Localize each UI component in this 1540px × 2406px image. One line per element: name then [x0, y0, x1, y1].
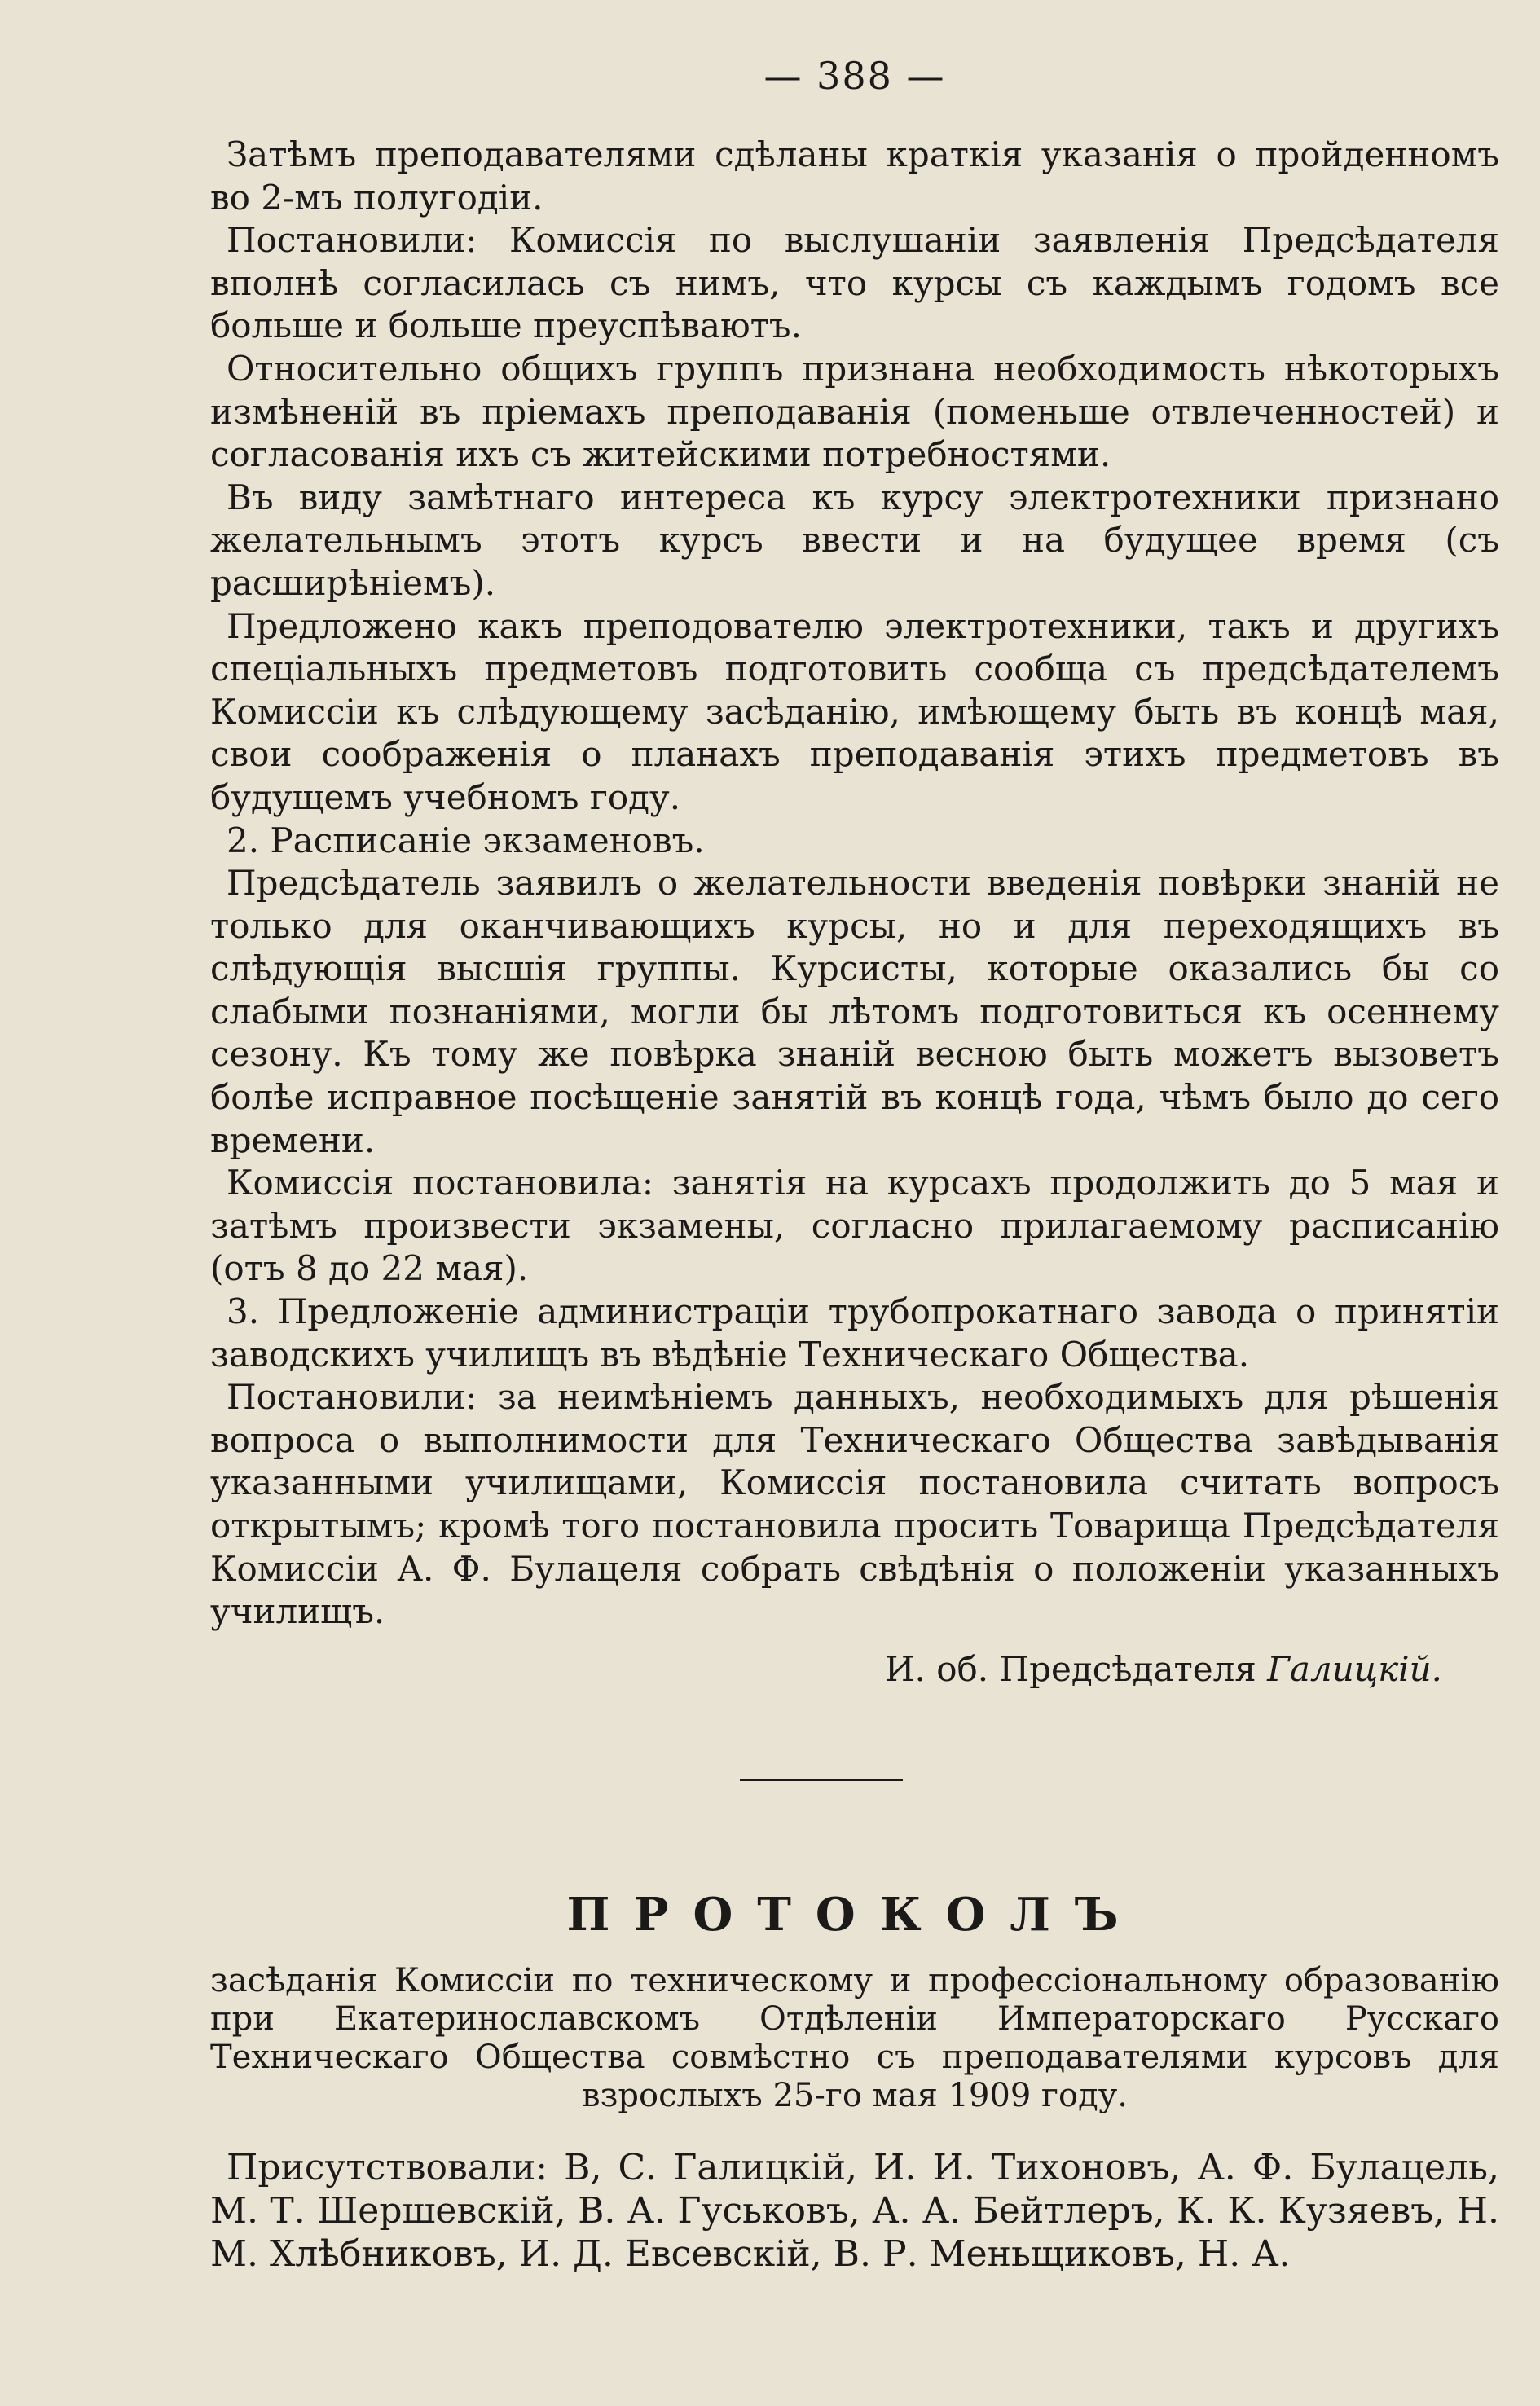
paragraph: Затѣмъ преподавателями сдѣланы краткія указанія о пройденномъ во 2-мъ полугодіи.	[210, 134, 1499, 218]
section-heading: 2. Расписаніе экзаменовъ.	[227, 820, 705, 860]
page-number: — 388 —	[763, 54, 946, 98]
paragraph: Въ виду замѣтнаго интереса къ курсу электротехники признано желательнымъ этотъ курсъ ввести и на будущее время (съ расширѣніемъ).	[210, 477, 1499, 603]
section-heading: 3. Предложеніе администраціи трубопрокатнаго завода о принятіи заводскихъ училищъ въ вѣдѣніе Техническаго Общества.	[210, 1291, 1499, 1375]
paragraph: Постановили: Комиссія по выслушаніи заявленія Предсѣдателя вполнѣ согласилась съ нимъ, что курсы съ каждымъ годомъ все больше и больше преуспѣваютъ.	[210, 220, 1499, 346]
protocol-heading: ПРОТОКОЛЪ	[566, 1888, 1143, 1942]
signature-title: И. об. Предсѣдателя	[884, 1648, 1256, 1689]
paragraph: Относительно общихъ группъ признана необходимость нѣкоторыхъ измѣненій въ пріемахъ преподаванія (поменьше отвлеченностей) и согласованія ихъ съ житейскими потребностями.	[210, 348, 1499, 475]
attendees-block	[210, 2146, 1499, 2276]
paragraph: Предсѣдатель заявилъ о желательности введенія повѣрки знаній не только для оканчивающихъ курсы, но и для переходящихъ въ слѣдующія высшія группы. Курсисты, которые оказались бы со слабыми познаніями, могли бы лѣтомъ подготовиться къ осеннему сезону. Къ тому же повѣрка знаній весною быть можетъ вызоветъ болѣе исправное посѣщеніе занятій въ концѣ года, чѣмъ было до сего времени.	[210, 863, 1499, 1160]
signature	[210, 1648, 1499, 1691]
paragraph: Комиссія постановила: занятія на курсахъ продолжить до 5 мая и затѣмъ произвести экзамены, согласно прилагаемому расписанію (отъ 8 до 22 мая).	[210, 1163, 1499, 1289]
attendees-list: Присутствовали: В, С. Галицкій, И. И. Тихоновъ, А. Ф. Булацель, М. Т. Шершевскій, В. А. Гуськовъ, А. А. Бейтлеръ, К. К. Кузяевъ, Н. М. Хлѣбниковъ, И. Д. Евсевскій, В. Р. Меньщиковъ, Н. А.	[210, 2147, 1499, 2276]
paragraph: Предложено какъ преподователю электротехники, такъ и другихъ спеціальныхъ предметовъ подготовить сообща съ предсѣдателемъ Комиссіи къ слѣдующему засѣданію, имѣющему быть въ концѣ мая, свои соображенія о планахъ преподаванія этихъ предметовъ въ будущемъ учебномъ году.	[210, 605, 1499, 817]
paragraph: Постановили: за неимѣніемъ данныхъ, необходимыхъ для рѣшенія вопроса о выполнимости для Техническаго Общества завѣдыванія указанными училищами, Комиссія постановила считать вопросъ открытымъ; кромѣ того постановила просить Товарища Предсѣдателя Комиссіи А. Ф. Булацеля собрать свѣдѣнія о положеніи указанныхъ училищъ.	[210, 1377, 1499, 1632]
signature-name: Галицкій.	[1267, 1648, 1442, 1689]
section-divider	[740, 1779, 903, 1781]
protocol-subtitle: засѣданія Комиссіи по техническому и профессіональному образованію при Екатеринославскомъ Отдѣленіи Императорскаго Русскаго Техническаго Общества совмѣстно съ преподавателями курсовъ для взрослыхъ 25-го мая 1909 году.	[210, 1962, 1499, 2115]
protocol-body	[210, 134, 1499, 1634]
